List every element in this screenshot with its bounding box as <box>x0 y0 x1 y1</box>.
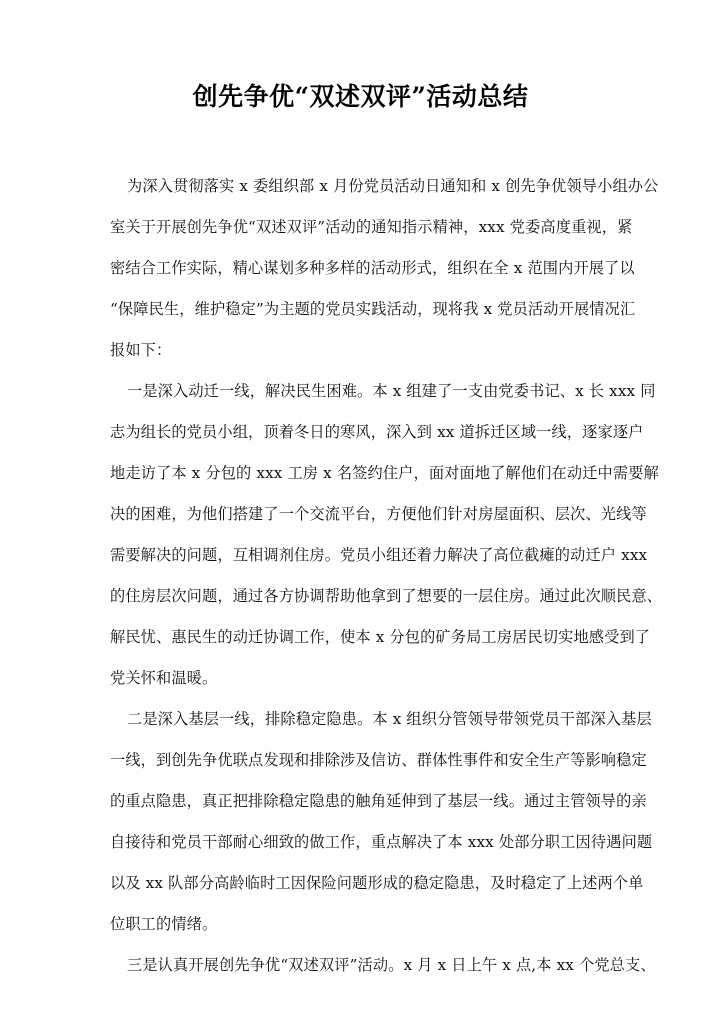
text-line: 位职工的情绪。 <box>110 915 218 933</box>
text-line: 一是深入动迁一线，解决民生困难。本 x 组建了一支由党委书记、x 长 xxx 同 <box>127 382 656 400</box>
text-line: 需要解决的问题，互相调剂住房。党员小组还着力解决了高位截瘫的动迁户 xxx <box>110 546 648 564</box>
text-line: 室关于开展创先争优“双述双评”活动的通知指示精神，xxx 党委高度重视，紧 <box>110 218 633 236</box>
text-line: 志为组长的党员小组，顶着冬日的寒风，深入到 xx 道拆迁区域一线，逐家逐户 <box>110 423 644 441</box>
paragraph-point-three <box>110 945 656 986</box>
text-line: 地走访了本 x 分包的 xxx 工房 x 名签约住户，面对面地了解他们在动迁中需要解 <box>110 464 659 482</box>
text-line: “保障民生，维护稳定”为主题的党员实践活动，现将我 x 党员活动开展情况汇 <box>110 300 636 318</box>
paragraph-point-two <box>110 699 653 945</box>
text-line: 决的困难，为他们搭建了一个交流平台，方便他们针对房屋面积、层次、光线等 <box>110 505 647 523</box>
document-title: 创先争优“双述双评”活动总结 <box>192 82 529 111</box>
text-line: 报如下： <box>110 341 172 359</box>
text-line: 三是认真开展创先争优“双述双评”活动。x 月 x 日上午 x 点,本 xx 个党总支、 <box>127 956 656 974</box>
text-line: 密结合工作实际，精心谋划多种多样的活动形式，组织在全 x 范围内开展了以 <box>110 259 635 277</box>
text-line: 以及 xx 队部分高龄临时工因保险问题形成的稳定隐患，及时稳定了上述两个单 <box>110 874 644 892</box>
text-line: 为深入贯彻落实 x 委组织部 x 月份党员活动日通知和 x 创先争优领导小组办公 <box>127 177 659 195</box>
text-line: 的重点隐患，真正把排除稳定隐患的触角延伸到了基层一线。通过主管领导的亲 <box>110 792 647 810</box>
paragraph-intro <box>110 166 659 371</box>
document-body <box>110 166 663 986</box>
text-line: 党关怀和温暖。 <box>110 669 218 687</box>
text-line: 一线，到创先争优联点发现和排除涉及信访、群体性事件和安全生产等影响稳定 <box>110 751 647 769</box>
text-line: 的住房层次问题，通过各方协调帮助他拿到了想要的一层住房。通过此次顺民意、 <box>110 587 663 605</box>
text-line: 解民忧、惠民生的动迁协调工作，使本 x 分包的矿务局工房居民切实地感受到了 <box>110 628 651 646</box>
text-line: 二是深入基层一线，排除稳定隐患。本 x 组织分管领导带领党员干部深入基层 <box>127 710 652 728</box>
text-line: 自接待和党员干部耐心细致的做工作，重点解决了本 xxx 处部分职工因待遇问题 <box>110 833 653 851</box>
paragraph-point-one <box>110 371 663 699</box>
